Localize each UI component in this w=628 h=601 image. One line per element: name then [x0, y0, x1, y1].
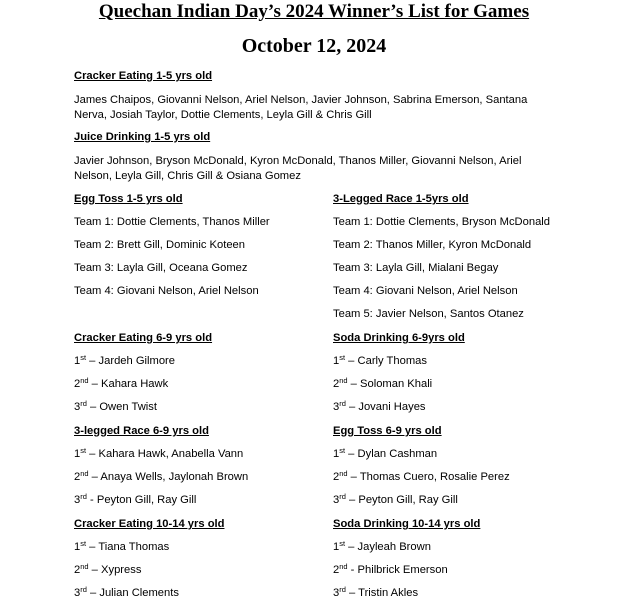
place-suffix: st — [339, 539, 346, 548]
place-separator: - — [347, 564, 358, 576]
place-separator: – — [88, 471, 101, 483]
place-line — [74, 493, 196, 508]
winner-name: Kahara Hawk — [101, 378, 169, 390]
winner-name: Philbrick Emerson — [357, 564, 448, 576]
place-line — [74, 400, 157, 415]
section-cracker-eating-1-5 — [74, 69, 544, 123]
place-separator: – — [345, 494, 359, 506]
place-line — [74, 377, 168, 392]
section-heading: Soda Drinking 10-14 yrs old — [333, 518, 481, 530]
document-date: October 12, 2024 — [241, 35, 387, 57]
place-separator: – — [86, 401, 100, 413]
place-separator: – — [86, 541, 99, 553]
section-cracker-eating-10-14 — [74, 517, 324, 599]
place-suffix: st — [339, 353, 346, 362]
winner-name: Tristin Akles — [358, 587, 419, 599]
place-suffix: nd — [339, 376, 348, 385]
place-line — [333, 493, 458, 508]
place-suffix: st — [339, 446, 346, 455]
place-number: 1 — [333, 541, 340, 553]
winner-name: Carly Thomas — [357, 355, 427, 367]
place-separator: – — [345, 448, 358, 460]
section-heading: Cracker Eating 6-9 yrs old — [74, 332, 213, 344]
winner-name: Owen Twist — [99, 401, 157, 413]
place-suffix: st — [80, 353, 87, 362]
team-line: Team 3: Layla Gill, Oceana Gomez — [74, 262, 248, 274]
place-line — [333, 540, 431, 555]
place-number: 3 — [333, 401, 340, 413]
place-suffix: nd — [339, 562, 348, 571]
section-three-legged-race-1-5 — [333, 192, 603, 320]
place-suffix: rd — [80, 585, 87, 594]
section-heading: Cracker Eating 10-14 yrs old — [74, 518, 225, 530]
place-suffix: rd — [80, 399, 87, 408]
winner-name: Jardeh Gilmore — [98, 355, 176, 367]
place-number: 1 — [333, 355, 340, 367]
place-suffix: rd — [339, 585, 346, 594]
section-cracker-eating-6-9 — [74, 331, 324, 413]
team-line: Team 4: Giovani Nelson, Ariel Nelson — [74, 285, 259, 297]
team-line: Team 3: Layla Gill, Mialani Begay — [333, 262, 499, 274]
place-separator: – — [88, 378, 102, 390]
place-line — [333, 447, 437, 462]
section-juice-drinking-1-5 — [74, 130, 544, 184]
section-soda-drinking-10-14 — [333, 517, 603, 599]
place-separator: – — [347, 471, 360, 483]
place-number: 2 — [74, 378, 81, 390]
place-number: 1 — [74, 541, 81, 553]
winner-name: Jayleah Brown — [357, 541, 431, 553]
document-title: Quechan Indian Day’s 2024 Winner’s List for Games — [98, 1, 530, 22]
place-number: 3 — [333, 494, 340, 506]
place-number: 3 — [333, 587, 340, 599]
place-number: 1 — [74, 355, 81, 367]
place-separator: – — [345, 401, 359, 413]
place-line — [74, 540, 169, 555]
section-heading: 3-Legged Race 1-5yrs old — [333, 193, 469, 205]
place-line — [74, 470, 248, 485]
place-number: 3 — [74, 494, 81, 506]
section-egg-toss-6-9 — [333, 424, 603, 506]
place-number: 3 — [74, 587, 81, 599]
section-egg-toss-1-5 — [74, 192, 324, 297]
winner-names: James Chaipos, Giovanni Nelson, Ariel Nelson, Javier Johnson, Sabrina Emerson, Santana Nerva, Josiah Taylor, Dottie Clements, Leyla Gill & Chris Gill — [74, 94, 528, 121]
place-line — [333, 563, 448, 578]
team-line: Team 4: Giovani Nelson, Ariel Nelson — [333, 285, 518, 297]
place-line — [74, 586, 179, 601]
winner-name: Soloman Khali — [360, 378, 433, 390]
section-heading: Egg Toss 6-9 yrs old — [333, 425, 442, 437]
place-line — [74, 563, 141, 578]
winner-name: Peyton Gill, Ray Gill — [96, 494, 197, 506]
place-suffix: st — [80, 539, 87, 548]
section-soda-drinking-6-9 — [333, 331, 603, 413]
place-separator: – — [345, 541, 358, 553]
place-suffix: st — [80, 446, 87, 455]
section-three-legged-race-6-9 — [74, 424, 324, 506]
place-line — [333, 354, 427, 369]
place-separator: – — [88, 564, 102, 576]
team-line: Team 5: Javier Nelson, Santos Otanez — [333, 308, 524, 320]
place-line — [333, 377, 432, 392]
place-number: 3 — [74, 401, 81, 413]
place-line — [74, 447, 243, 462]
section-heading: Juice Drinking 1-5 yrs old — [74, 131, 211, 143]
place-separator: – — [345, 587, 359, 599]
place-separator: – — [86, 448, 99, 460]
team-line: Team 2: Brett Gill, Dominic Koteen — [74, 239, 245, 251]
team-line: Team 1: Dottie Clements, Thanos Miller — [74, 216, 270, 228]
place-separator: – — [86, 355, 99, 367]
place-suffix: rd — [80, 492, 87, 501]
place-separator: - — [86, 494, 97, 506]
section-heading: 3-legged Race 6-9 yrs old — [74, 425, 209, 437]
team-line: Team 1: Dottie Clements, Bryson McDonald — [333, 216, 550, 228]
winner-name: Xypress — [101, 564, 142, 576]
section-heading: Egg Toss 1-5 yrs old — [74, 193, 183, 205]
place-line — [333, 400, 426, 415]
section-heading: Soda Drinking 6-9yrs old — [333, 332, 465, 344]
place-line — [333, 470, 510, 485]
place-line — [333, 586, 418, 601]
place-suffix: nd — [80, 376, 89, 385]
place-number: 2 — [333, 378, 340, 390]
winner-name: Thomas Cuero, Rosalie Perez — [359, 471, 510, 483]
winner-name: Kahara Hawk, Anabella Vann — [98, 448, 244, 460]
winner-name: Julian Clements — [99, 587, 179, 599]
winner-names: Javier Johnson, Bryson McDonald, Kyron McDonald, Thanos Miller, Giovanni Nelson, Ariel Nelson, Leyla Gill, Chris Gill & Osiana Gomez — [74, 155, 522, 182]
place-separator: – — [86, 587, 100, 599]
place-number: 2 — [74, 471, 81, 483]
place-number: 1 — [333, 448, 340, 460]
place-number: 2 — [333, 564, 340, 576]
winner-name: Peyton Gill, Ray Gill — [358, 494, 458, 506]
place-number: 1 — [74, 448, 81, 460]
place-number: 2 — [333, 471, 340, 483]
section-heading: Cracker Eating 1-5 yrs old — [74, 70, 213, 82]
place-suffix: nd — [80, 469, 89, 478]
winner-name: Tiana Thomas — [98, 541, 170, 553]
winner-name: Jovani Hayes — [358, 401, 426, 413]
team-line: Team 2: Thanos Miller, Kyron McDonald — [333, 239, 532, 251]
place-suffix: nd — [339, 469, 348, 478]
place-number: 2 — [74, 564, 81, 576]
place-suffix: rd — [339, 399, 346, 408]
place-separator: – — [345, 355, 358, 367]
place-line — [74, 354, 175, 369]
place-suffix: rd — [339, 492, 346, 501]
winner-name: Dylan Cashman — [357, 448, 438, 460]
place-suffix: nd — [80, 562, 89, 571]
place-separator: – — [347, 378, 361, 390]
winner-name: Anaya Wells, Jaylonah Brown — [100, 471, 249, 483]
